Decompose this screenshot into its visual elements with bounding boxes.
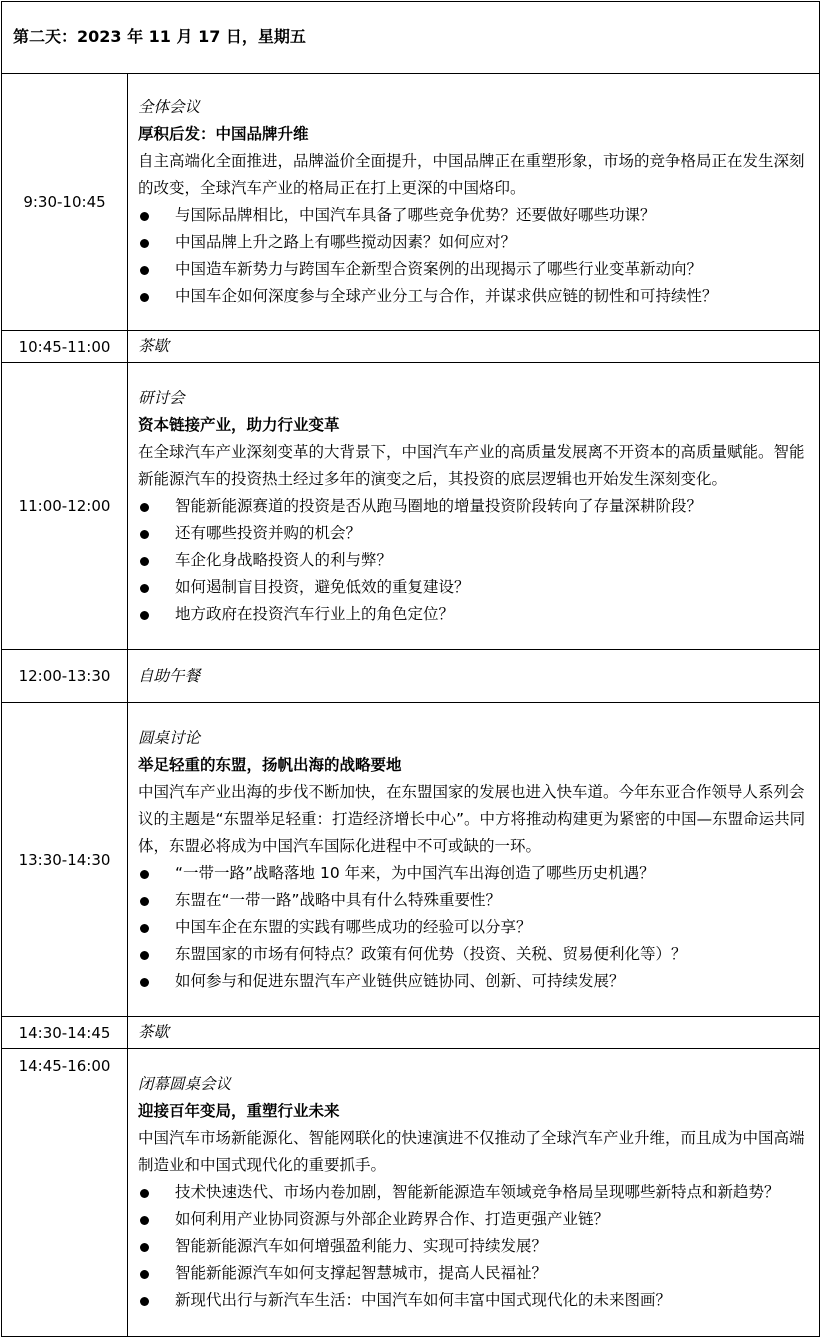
session-title: 厚积后发：中国品牌升维 [138, 125, 309, 143]
session-body [128, 650, 820, 703]
question-text: 如何遏制盲目投资，避免低效的重复建设？ [175, 577, 470, 596]
question-text: 车企化身战略投资人的利与弊？ [175, 550, 393, 569]
session-time: 9:30-10:45 [2, 74, 128, 331]
session-kind: 圆桌讨论 [138, 728, 201, 747]
question-text: 智能新能源汽车如何支撑起智慧城市，提高人民福祉？ [175, 1264, 548, 1282]
question-item [138, 1233, 809, 1260]
question-text: 中国造车新势力与跨国车企新型合资案例的出现揭示了哪些行业变革新动向？ [175, 260, 703, 278]
bullet-icon [140, 978, 149, 987]
question-item [138, 1179, 809, 1206]
question-text: 中国品牌上升之路上有哪些搅动因素？如何应对？ [175, 233, 517, 251]
session-row [2, 703, 820, 1017]
session-body [128, 74, 820, 331]
question-text: 还有哪些投资并购的机会？ [175, 523, 362, 542]
question-item [138, 860, 809, 887]
question-text: 如何参与和促进东盟汽车产业链供应链协同、创新、可持续发展？ [175, 971, 625, 990]
question-item [138, 520, 809, 547]
question-item [138, 493, 809, 520]
question-item [138, 914, 809, 941]
bullet-icon [140, 293, 149, 302]
question-list [138, 1179, 809, 1314]
bullet-icon [140, 1216, 149, 1225]
session-title: 举足轻重的东盟，扬帆出海的战略要地 [138, 755, 402, 774]
bullet-icon [140, 239, 149, 248]
bullet-icon [140, 1243, 149, 1252]
session-intro: 中国汽车市场新能源化、智能网联化的快速演进不仅推动了全球汽车产业升维，而且成为中国高端制造业和中国式现代化的重要抓手。 [138, 1129, 805, 1174]
question-item [138, 547, 809, 574]
session-time: 14:30-14:45 [2, 1017, 128, 1049]
session-body [128, 331, 820, 363]
session-kind: 闭幕圆桌会议 [138, 1075, 232, 1093]
session-kind: 全体会议 [138, 98, 201, 116]
session-kind: 茶歇 [138, 1023, 170, 1041]
question-item [138, 256, 809, 283]
day-header-row [2, 2, 820, 74]
question-item [138, 941, 809, 968]
agenda-table [1, 1, 820, 1337]
question-list [138, 493, 809, 628]
bullet-icon [140, 1297, 149, 1306]
session-body [128, 1049, 820, 1337]
question-text: “一带一路”战略落地 10 年来，为中国汽车出海创造了哪些历史机遇？ [175, 863, 655, 882]
bullet-icon [140, 924, 149, 933]
session-time: 12:00-13:30 [2, 650, 128, 703]
session-intro: 中国汽车产业出海的步伐不断加快，在东盟国家的发展也进入快车道。今年东亚合作领导人系列会议的主题是“东盟举足轻重：打造经济增长中心”。中方将推动构建更为紧密的中国—东盟命运共同体，东盟必将成为中国汽车国际化进程中不可或缺的一环。 [138, 782, 806, 855]
bullet-icon [140, 870, 149, 879]
question-item [138, 1260, 809, 1287]
session-kind: 自助午餐 [138, 666, 201, 685]
question-text: 东盟国家的市场有何特点？政策有何优势（投资、关税、贸易便利化等）？ [175, 944, 687, 963]
question-text: 智能新能源赛道的投资是否从跑马圈地的增量投资阶段转向了存量深耕阶段？ [175, 496, 703, 515]
question-text: 智能新能源汽车如何增强盈利能力、实现可持续发展？ [175, 1237, 548, 1255]
question-item [138, 574, 809, 601]
question-text: 地方政府在投资汽车行业上的角色定位？ [175, 604, 455, 623]
bullet-icon [140, 266, 149, 275]
question-item [138, 229, 809, 256]
session-time: 10:45-11:00 [2, 331, 128, 363]
day-header: 第二天：2023 年 11 月 17 日，星期五 [2, 2, 820, 74]
session-time: 13:30-14:30 [2, 703, 128, 1017]
question-text: 技术快速迭代、市场内卷加剧，智能新能源造车领域竞争格局呈现哪些新特点和新趋势？ [175, 1183, 780, 1201]
bullet-icon [140, 611, 149, 620]
question-item [138, 1287, 809, 1314]
session-kind: 茶歇 [138, 337, 170, 355]
question-text: 新现代出行与新汽车生活：中国汽车如何丰富中国式现代化的未来图画？ [175, 1291, 672, 1309]
question-item [138, 887, 809, 914]
question-text: 如何利用产业协同资源与外部企业跨界合作、打造更强产业链？ [175, 1210, 610, 1228]
session-row [2, 331, 820, 363]
bullet-icon [140, 557, 149, 566]
question-item [138, 601, 809, 628]
session-time: 11:00-12:00 [2, 363, 128, 650]
session-title: 迎接百年变局，重塑行业未来 [138, 1102, 340, 1120]
session-intro: 在全球汽车产业深刻变革的大背景下，中国汽车产业的高质量发展离不开资本的高质量赋能。智能新能源汽车的投资热土经过多年的演变之后，其投资的底层逻辑也开始发生深刻变化。 [138, 442, 805, 488]
session-body [128, 703, 820, 1017]
question-text: 东盟在“一带一路”战略中具有什么特殊重要性？ [175, 890, 502, 909]
question-item [138, 1206, 809, 1233]
bullet-icon [140, 1270, 149, 1279]
session-row [2, 1017, 820, 1049]
session-row [2, 650, 820, 703]
question-list [138, 860, 809, 995]
bullet-icon [140, 951, 149, 960]
bullet-icon [140, 897, 149, 906]
session-title: 资本链接产业，助力行业变革 [138, 415, 340, 434]
question-item [138, 968, 809, 995]
session-time: 14:45-16:00 [2, 1049, 128, 1337]
session-kind: 研讨会 [138, 388, 185, 407]
bullet-icon [140, 530, 149, 539]
bullet-icon [140, 584, 149, 593]
question-list [138, 202, 809, 310]
session-row [2, 1049, 820, 1337]
session-intro: 自主高端化全面推进，品牌溢价全面提升，中国品牌正在重塑形象，市场的竞争格局正在发生深刻的改变，全球汽车产业的格局正在打上更深的中国烙印。 [138, 152, 805, 197]
question-text: 中国车企在东盟的实践有哪些成功的经验可以分享？ [175, 917, 532, 936]
question-text: 与国际品牌相比，中国汽车具备了哪些竞争优势？还要做好哪些功课？ [175, 206, 656, 224]
bullet-icon [140, 503, 149, 512]
question-item [138, 283, 809, 310]
session-body [128, 1017, 820, 1049]
question-text: 中国车企如何深度参与全球产业分工与合作，并谋求供应链的韧性和可持续性？ [175, 287, 718, 305]
session-body [128, 363, 820, 650]
bullet-icon [140, 212, 149, 221]
session-row [2, 74, 820, 331]
session-row [2, 363, 820, 650]
bullet-icon [140, 1189, 149, 1198]
question-item [138, 202, 809, 229]
